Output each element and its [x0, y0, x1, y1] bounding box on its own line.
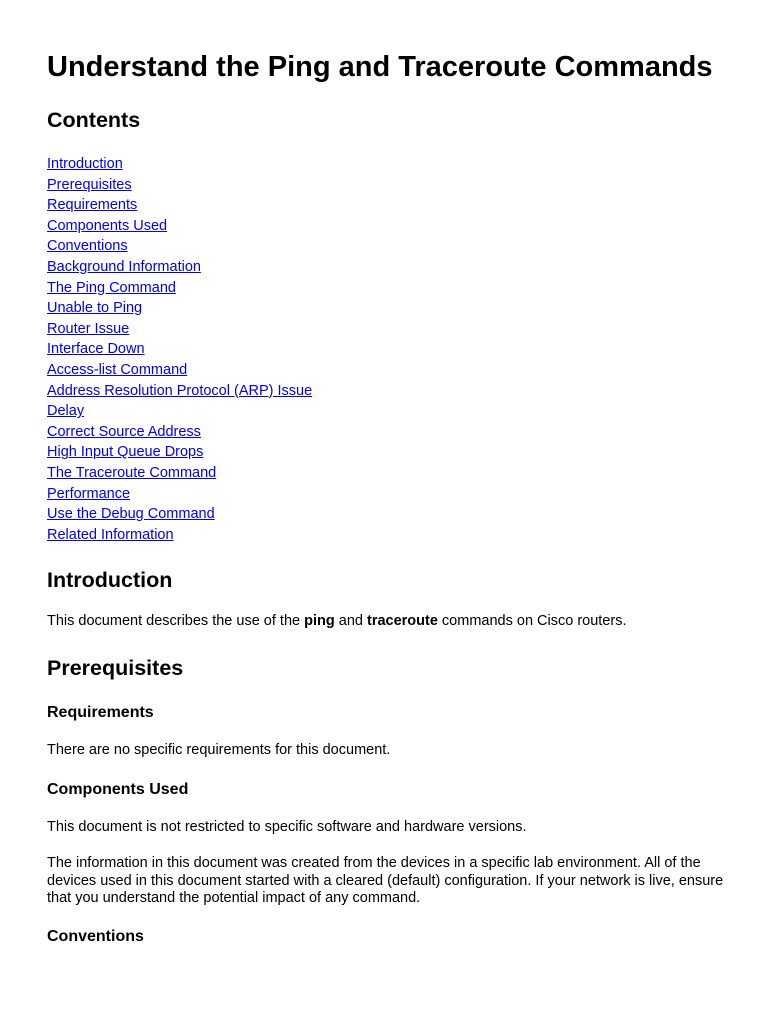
toc-link-unable-to-ping[interactable]: Unable to Ping: [47, 300, 143, 317]
components-paragraph-2: The information in this document was created from the devices in a specific lab environment. All of the devices used in this document started with a cleared (default) configuration. If your network is live, ensure that you understand the potential impact of any command.: [47, 855, 724, 907]
components-used-heading: Components Used: [47, 781, 189, 799]
intro-bold-traceroute: traceroute: [366, 613, 438, 630]
toc-item: [47, 401, 737, 422]
toc-link-conventions[interactable]: Conventions: [47, 238, 128, 255]
intro-text-2: and: [334, 613, 367, 630]
toc-link-background-information[interactable]: Background Information: [47, 258, 201, 275]
toc-link-requirements[interactable]: Requirements: [47, 197, 138, 214]
toc-item: [47, 381, 737, 402]
toc-item: [47, 463, 737, 484]
toc-item: [47, 216, 737, 237]
prerequisites-heading: Prerequisites: [47, 655, 184, 680]
toc-link-related-information[interactable]: Related Information: [47, 526, 174, 543]
toc-item: [47, 360, 737, 381]
toc-link-correct-source-address[interactable]: Correct Source Address: [47, 423, 201, 440]
requirements-heading: Requirements: [47, 703, 154, 721]
toc-link-performance[interactable]: Performance: [47, 485, 131, 502]
toc-item: [47, 195, 737, 216]
intro-text-3: commands on Cisco routers.: [437, 613, 627, 630]
intro-text-1: This document describes the use of the: [47, 613, 305, 630]
toc-link-access-list-command[interactable]: Access-list Command: [47, 361, 188, 378]
toc-link-use-debug-command[interactable]: Use the Debug Command: [47, 506, 215, 523]
introduction-heading: Introduction: [47, 568, 173, 593]
toc-link-high-input-queue-drops[interactable]: High Input Queue Drops: [47, 444, 204, 461]
table-of-contents: [47, 154, 737, 545]
components-paragraph-1: This document is not restricted to specific software and hardware versions.: [47, 819, 527, 836]
toc-item: [47, 278, 737, 299]
toc-link-interface-down[interactable]: Interface Down: [47, 341, 145, 358]
toc-item: [47, 422, 737, 443]
document-page: [47, 50, 737, 947]
toc-item: [47, 236, 737, 257]
toc-item: [47, 154, 737, 175]
toc-item: [47, 298, 737, 319]
toc-item: [47, 525, 737, 546]
contents-heading: Contents: [47, 108, 141, 132]
toc-link-introduction[interactable]: Introduction: [47, 156, 123, 172]
introduction-paragraph: [47, 613, 737, 631]
toc-item: [47, 504, 737, 525]
toc-link-arp-issue[interactable]: Address Resolution Protocol (ARP) Issue: [47, 382, 313, 399]
toc-item: [47, 442, 737, 463]
intro-bold-ping: ping: [304, 613, 335, 630]
toc-link-prerequisites[interactable]: Prerequisites: [47, 176, 132, 193]
toc-link-components-used[interactable]: Components Used: [47, 217, 168, 234]
toc-link-delay[interactable]: Delay: [47, 403, 85, 420]
toc-item: [47, 484, 737, 505]
toc-item: [47, 319, 737, 340]
toc-item: [47, 257, 737, 278]
toc-link-router-issue[interactable]: Router Issue: [47, 320, 130, 337]
toc-item: [47, 175, 737, 196]
toc-link-ping-command[interactable]: The Ping Command: [47, 279, 176, 296]
toc-item: [47, 339, 737, 360]
page-title: Understand the Ping and Traceroute Commands: [47, 51, 713, 83]
conventions-heading: Conventions: [47, 927, 144, 945]
toc-link-traceroute-command[interactable]: The Traceroute Command: [47, 464, 217, 481]
requirements-paragraph: There are no specific requirements for this document.: [47, 741, 391, 758]
